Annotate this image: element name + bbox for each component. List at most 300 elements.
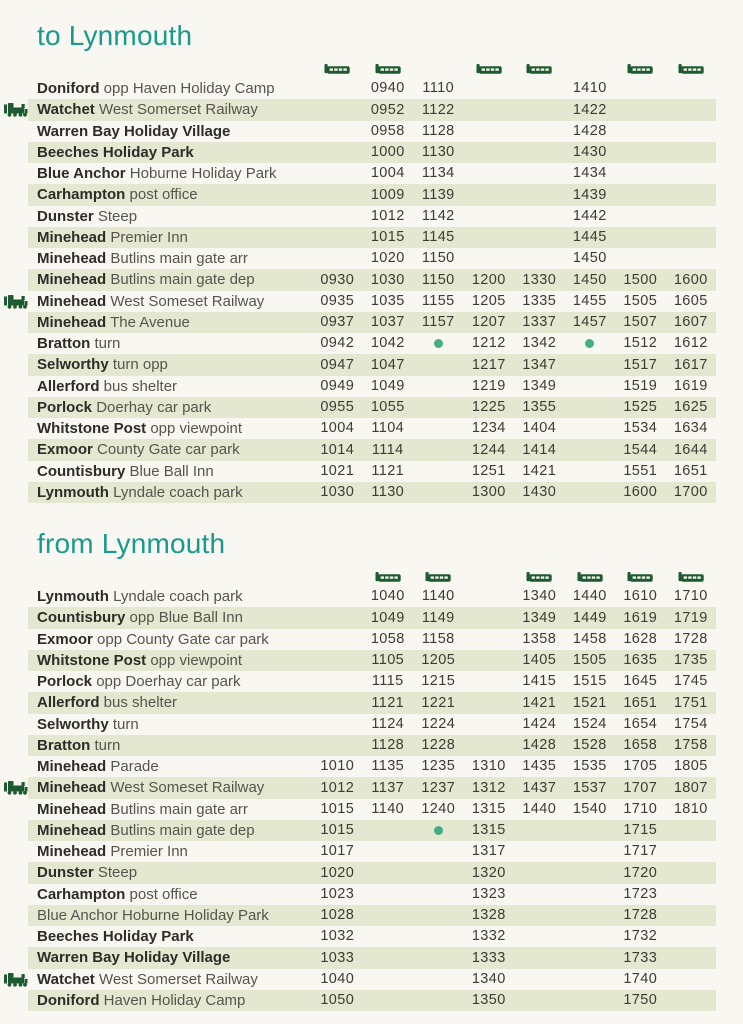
empty-time-cell	[312, 121, 363, 142]
time-cell: 1658	[623, 737, 658, 754]
time-cell: 1234	[471, 420, 506, 437]
time-cell: 1215	[421, 673, 456, 690]
empty-time-cell	[565, 905, 616, 926]
time-cell: 1150	[421, 271, 455, 288]
time-cell: 1320	[471, 864, 506, 881]
time-cell: 1033	[320, 949, 355, 966]
empty-time-cell	[413, 969, 464, 990]
timetable-row	[28, 163, 716, 184]
empty-time-cell	[615, 142, 666, 163]
empty-time-cell	[464, 586, 515, 607]
time-cell: 1551	[623, 462, 658, 479]
time-cell: 1710	[673, 588, 708, 605]
timetable-row	[28, 607, 716, 628]
time-cell: 1414	[522, 441, 557, 458]
bus-icon	[312, 58, 363, 78]
empty-time-cell	[312, 714, 363, 735]
time-cell: 1619	[673, 377, 708, 394]
empty-time-cell	[312, 586, 363, 607]
empty-time-cell	[666, 99, 717, 120]
time-cell: 1157	[421, 314, 455, 331]
time-cell: 1030	[370, 271, 405, 288]
green-dot-icon	[413, 820, 464, 841]
timetable-row	[28, 841, 716, 862]
stop-name: Watchet West Somerset Railway	[37, 970, 258, 988]
stop-name: Minehead Parade	[37, 758, 159, 776]
stop-name: Bratton turn	[37, 736, 121, 754]
time-cell: 1040	[370, 588, 405, 605]
empty-time-cell	[565, 947, 616, 968]
empty-time-cell	[565, 397, 616, 418]
empty-time-cell	[666, 248, 717, 269]
empty-time-cell	[363, 862, 414, 883]
timetable-row	[28, 227, 716, 248]
timetable-row	[28, 947, 716, 968]
timetable-row	[28, 312, 716, 333]
time-cell: 1745	[673, 673, 708, 690]
time-cell: 1047	[370, 356, 405, 373]
time-cell: 1237	[421, 779, 456, 796]
empty-time-cell	[565, 884, 616, 905]
time-cell: 1500	[623, 271, 658, 288]
time-cell: 1150	[421, 250, 455, 267]
time-cell: 1750	[623, 992, 658, 1009]
empty-time-cell	[464, 607, 515, 628]
time-cell: 1158	[421, 630, 455, 647]
empty-time-cell	[312, 206, 363, 227]
empty-time-cell	[514, 990, 565, 1011]
timetable-row	[28, 714, 716, 735]
time-cell: 1612	[673, 335, 708, 352]
bus-icon	[413, 566, 464, 586]
time-cell: 1617	[673, 356, 708, 373]
time-cell: 1519	[623, 377, 658, 394]
timetable-row	[28, 756, 716, 777]
empty-time-cell	[666, 862, 717, 883]
time-cell: 1212	[471, 335, 506, 352]
empty-time-cell	[312, 227, 363, 248]
stop-name: Minehead West Someset Railway	[37, 779, 265, 797]
time-cell: 1140	[371, 800, 405, 817]
timetable-row	[28, 884, 716, 905]
time-cell: 1040	[320, 970, 355, 987]
bus-icon	[666, 58, 717, 78]
time-cell: 1037	[370, 314, 405, 331]
time-cell: 1142	[421, 207, 455, 224]
bus-icon	[565, 566, 616, 586]
empty-time-cell	[615, 99, 666, 120]
bus-icon-header-row	[28, 58, 716, 78]
time-cell: 1155	[421, 292, 455, 309]
time-cell: 1610	[623, 588, 658, 605]
empty-time-cell	[666, 841, 717, 862]
page-title-from-lynmouth: from Lynmouth	[37, 528, 226, 559]
timetable-row	[28, 184, 716, 205]
timetable-row	[28, 78, 716, 99]
empty-time-cell	[312, 142, 363, 163]
empty-time-cell	[312, 692, 363, 713]
empty-time-cell	[464, 78, 515, 99]
time-cell: 1430	[522, 484, 557, 501]
time-cell: 1130	[371, 484, 405, 501]
time-cell: 1700	[673, 484, 708, 501]
time-cell: 1310	[471, 758, 506, 775]
empty-time-cell	[363, 969, 414, 990]
timetable-row	[28, 376, 716, 397]
empty-time-cell	[514, 227, 565, 248]
time-cell: 1347	[522, 356, 557, 373]
empty-time-cell	[565, 841, 616, 862]
time-cell: 1534	[623, 420, 658, 437]
time-cell: 1645	[623, 673, 658, 690]
bus-icon	[514, 566, 565, 586]
time-cell: 1440	[522, 800, 557, 817]
empty-time-cell	[666, 969, 717, 990]
empty-time-cell	[464, 163, 515, 184]
time-cell: 1428	[572, 122, 607, 139]
time-cell: 1740	[623, 970, 658, 987]
empty-header-cell	[464, 566, 515, 586]
empty-header-cell	[413, 58, 464, 78]
page-title-to-lynmouth: to Lynmouth	[37, 20, 193, 51]
time-cell: 1654	[623, 715, 658, 732]
time-cell: 1437	[522, 779, 557, 796]
time-cell: 1719	[673, 609, 708, 626]
time-cell: 0955	[320, 399, 355, 416]
time-cell: 1023	[320, 885, 355, 902]
empty-time-cell	[413, 947, 464, 968]
time-cell: 0947	[320, 356, 355, 373]
empty-time-cell	[312, 650, 363, 671]
time-cell: 1507	[623, 314, 658, 331]
time-cell: 1524	[572, 715, 607, 732]
empty-time-cell	[312, 163, 363, 184]
time-cell: 1733	[623, 949, 658, 966]
time-cell: 1335	[522, 292, 557, 309]
empty-time-cell	[413, 926, 464, 947]
empty-time-cell	[615, 121, 666, 142]
time-cell: 1635	[623, 652, 658, 669]
time-cell: 1340	[522, 588, 557, 605]
empty-time-cell	[565, 461, 616, 482]
time-cell: 1732	[623, 928, 658, 945]
time-cell: 0942	[320, 335, 355, 352]
time-cell: 1300	[471, 484, 506, 501]
time-cell: 1004	[370, 165, 405, 182]
empty-time-cell	[413, 841, 464, 862]
time-cell: 1349	[522, 609, 557, 626]
time-cell: 1705	[623, 758, 658, 775]
time-cell: 1434	[572, 165, 607, 182]
stop-name: Watchet West Somerset Railway	[37, 101, 258, 119]
green-dot-icon	[565, 333, 616, 354]
empty-time-cell	[413, 461, 464, 482]
timetable-row	[28, 990, 716, 1011]
time-cell: 1121	[371, 462, 405, 479]
empty-time-cell	[666, 820, 717, 841]
time-cell: 1020	[370, 250, 405, 267]
time-cell: 1200	[471, 271, 506, 288]
empty-time-cell	[615, 163, 666, 184]
time-cell: 1410	[572, 80, 607, 97]
timetable-row	[28, 291, 716, 312]
empty-header-cell	[312, 566, 363, 586]
time-cell: 1358	[522, 630, 557, 647]
time-cell: 1505	[623, 292, 658, 309]
empty-time-cell	[312, 671, 363, 692]
timetable-row	[28, 735, 716, 756]
stop-name: Countisbury Blue Ball Inn	[37, 462, 214, 480]
time-cell: 1149	[421, 609, 455, 626]
time-cell: 1137	[371, 779, 405, 796]
timetable-row	[28, 333, 716, 354]
stop-name: Allerford bus shelter	[37, 377, 178, 395]
empty-time-cell	[565, 969, 616, 990]
stop-name: Minehead Butlins main gate dep	[37, 271, 255, 289]
empty-time-cell	[312, 629, 363, 650]
stop-name: Beeches Holiday Park	[37, 143, 194, 161]
timetable-row	[28, 969, 716, 990]
time-cell: 1428	[522, 737, 557, 754]
timetable-row	[28, 99, 716, 120]
time-cell: 1317	[471, 843, 506, 860]
time-cell: 1219	[471, 377, 506, 394]
time-cell: 1430	[572, 144, 607, 161]
time-cell: 1128	[371, 737, 405, 754]
empty-time-cell	[514, 142, 565, 163]
stop-name: Minehead Premier Inn	[37, 228, 188, 246]
empty-time-cell	[363, 820, 414, 841]
time-cell: 1728	[673, 630, 708, 647]
time-cell: 1651	[673, 462, 708, 479]
stop-name: Carhampton post office	[37, 885, 198, 903]
bus-icon-header-row	[28, 566, 716, 586]
time-cell: 1124	[371, 715, 405, 732]
empty-time-cell	[413, 418, 464, 439]
time-cell: 1442	[572, 207, 607, 224]
empty-time-cell	[464, 142, 515, 163]
stop-name: Allerford bus shelter	[37, 694, 178, 712]
empty-time-cell	[413, 354, 464, 375]
empty-time-cell	[514, 121, 565, 142]
timetable-row	[28, 482, 716, 503]
empty-time-cell	[514, 947, 565, 968]
stop-name: Minehead Butlins main gate dep	[37, 821, 255, 839]
time-cell: 1805	[673, 758, 708, 775]
bus-icon	[363, 58, 414, 78]
time-cell: 1140	[421, 588, 455, 605]
time-cell: 1422	[572, 101, 607, 118]
time-cell: 1619	[623, 609, 658, 626]
empty-time-cell	[565, 990, 616, 1011]
empty-time-cell	[413, 990, 464, 1011]
time-cell: 1628	[623, 630, 658, 647]
empty-time-cell	[312, 78, 363, 99]
time-cell: 1512	[623, 335, 658, 352]
timetable-row	[28, 862, 716, 883]
time-cell: 1020	[320, 864, 355, 881]
time-cell: 1042	[370, 335, 405, 352]
time-cell: 1105	[371, 652, 405, 669]
empty-time-cell	[363, 990, 414, 1011]
bus-icon	[363, 566, 414, 586]
time-cell: 1337	[522, 314, 557, 331]
time-cell: 1440	[572, 588, 607, 605]
empty-time-cell	[413, 905, 464, 926]
timetable-from-lynmouth	[28, 566, 716, 1011]
bus-icon	[615, 58, 666, 78]
timetable-row	[28, 121, 716, 142]
empty-time-cell	[514, 905, 565, 926]
stop-name: Minehead Premier Inn	[37, 843, 188, 861]
timetable-row	[28, 926, 716, 947]
stop-name: Carhampton post office	[37, 186, 198, 204]
empty-time-cell	[514, 820, 565, 841]
time-cell: 1515	[572, 673, 607, 690]
stop-name: Minehead The Avenue	[37, 313, 190, 331]
empty-time-cell	[413, 376, 464, 397]
time-cell: 1225	[471, 399, 506, 416]
empty-time-cell	[565, 439, 616, 460]
time-cell: 1651	[623, 694, 658, 711]
time-cell: 1404	[522, 420, 557, 437]
stop-name: Exmoor County Gate car park	[37, 441, 240, 459]
time-cell: 1332	[471, 928, 506, 945]
empty-header-cell	[565, 58, 616, 78]
timetable-row	[28, 142, 716, 163]
empty-time-cell	[413, 439, 464, 460]
stop-name: Doniford opp Haven Holiday Camp	[37, 80, 275, 98]
time-cell: 1707	[623, 779, 658, 796]
time-cell: 1035	[370, 292, 405, 309]
timetable-row	[28, 629, 716, 650]
section-from-lynmouth	[0, 503, 743, 1011]
time-cell: 1004	[320, 420, 355, 437]
time-cell: 1720	[623, 864, 658, 881]
time-cell: 1458	[572, 630, 607, 647]
empty-time-cell	[666, 142, 717, 163]
stop-name: Minehead Butlins main gate arr	[37, 250, 248, 268]
empty-time-cell	[312, 248, 363, 269]
empty-time-cell	[312, 735, 363, 756]
time-cell: 1600	[623, 484, 658, 501]
time-cell: 1014	[320, 441, 355, 458]
time-cell: 1521	[572, 694, 607, 711]
time-cell: 1135	[371, 758, 405, 775]
empty-time-cell	[312, 184, 363, 205]
time-cell: 1228	[421, 737, 456, 754]
empty-time-cell	[464, 629, 515, 650]
stop-name: Porlock opp Doerhay car park	[37, 673, 241, 691]
time-cell: 1015	[320, 822, 355, 839]
time-cell: 1240	[421, 800, 456, 817]
stop-name: Dunster Steep	[37, 864, 138, 882]
empty-time-cell	[363, 841, 414, 862]
empty-time-cell	[413, 397, 464, 418]
time-cell: 0935	[320, 292, 355, 309]
empty-time-cell	[514, 862, 565, 883]
time-cell: 1723	[623, 885, 658, 902]
time-cell: 1224	[421, 715, 456, 732]
time-cell: 1728	[623, 907, 658, 924]
timetable-row	[28, 586, 716, 607]
empty-time-cell	[413, 862, 464, 883]
timetable-row	[28, 248, 716, 269]
timetable-row	[28, 461, 716, 482]
section-to-lynmouth	[0, 0, 743, 503]
timetable-row	[28, 799, 716, 820]
time-cell: 1715	[623, 822, 658, 839]
empty-time-cell	[363, 947, 414, 968]
time-cell: 1644	[673, 441, 708, 458]
time-cell: 1421	[522, 462, 557, 479]
timetable-to-lynmouth	[28, 58, 716, 503]
time-cell: 1049	[370, 377, 405, 394]
empty-time-cell	[615, 206, 666, 227]
stop-name: Beeches Holiday Park	[37, 928, 194, 946]
stop-name: Doniford Haven Holiday Camp	[37, 991, 246, 1009]
empty-time-cell	[464, 735, 515, 756]
time-cell: 1710	[623, 800, 658, 817]
empty-time-cell	[666, 947, 717, 968]
empty-time-cell	[464, 121, 515, 142]
empty-time-cell	[666, 121, 717, 142]
steam-train-icon	[4, 972, 28, 987]
time-cell: 1355	[522, 399, 557, 416]
time-cell: 1221	[421, 694, 456, 711]
time-cell: 1758	[673, 737, 708, 754]
empty-time-cell	[312, 99, 363, 120]
time-cell: 1015	[370, 229, 405, 246]
empty-time-cell	[514, 99, 565, 120]
time-cell: 1028	[320, 907, 355, 924]
time-cell: 1525	[623, 399, 658, 416]
time-cell: 0930	[320, 271, 355, 288]
time-cell: 1435	[522, 758, 557, 775]
empty-time-cell	[363, 926, 414, 947]
time-cell: 1439	[572, 186, 607, 203]
time-cell: 1010	[320, 758, 355, 775]
time-cell: 1421	[522, 694, 557, 711]
time-cell: 1751	[673, 694, 708, 711]
time-cell: 0940	[370, 80, 405, 97]
empty-time-cell	[514, 163, 565, 184]
empty-time-cell	[464, 99, 515, 120]
time-cell: 1505	[572, 652, 607, 669]
time-cell: 1121	[371, 694, 405, 711]
empty-time-cell	[464, 227, 515, 248]
stop-name: Selworthy turn	[37, 715, 139, 733]
time-cell: 1114	[371, 441, 404, 458]
time-cell: 1450	[572, 250, 607, 267]
time-cell: 1217	[471, 356, 506, 373]
empty-time-cell	[666, 78, 717, 99]
time-cell: 0937	[320, 314, 355, 331]
time-cell: 0958	[370, 122, 405, 139]
time-cell: 1328	[471, 907, 506, 924]
time-cell: 1244	[471, 441, 506, 458]
stop-name: Selworthy turn opp	[37, 356, 168, 374]
stop-name: Lynmouth Lyndale coach park	[37, 588, 243, 606]
empty-time-cell	[464, 184, 515, 205]
timetable-row	[28, 650, 716, 671]
time-cell: 1323	[471, 885, 506, 902]
timetable-row	[28, 820, 716, 841]
time-cell: 1235	[421, 758, 456, 775]
empty-time-cell	[565, 926, 616, 947]
time-cell: 1312	[471, 779, 506, 796]
stop-name: Warren Bay Holiday Village	[37, 949, 231, 967]
